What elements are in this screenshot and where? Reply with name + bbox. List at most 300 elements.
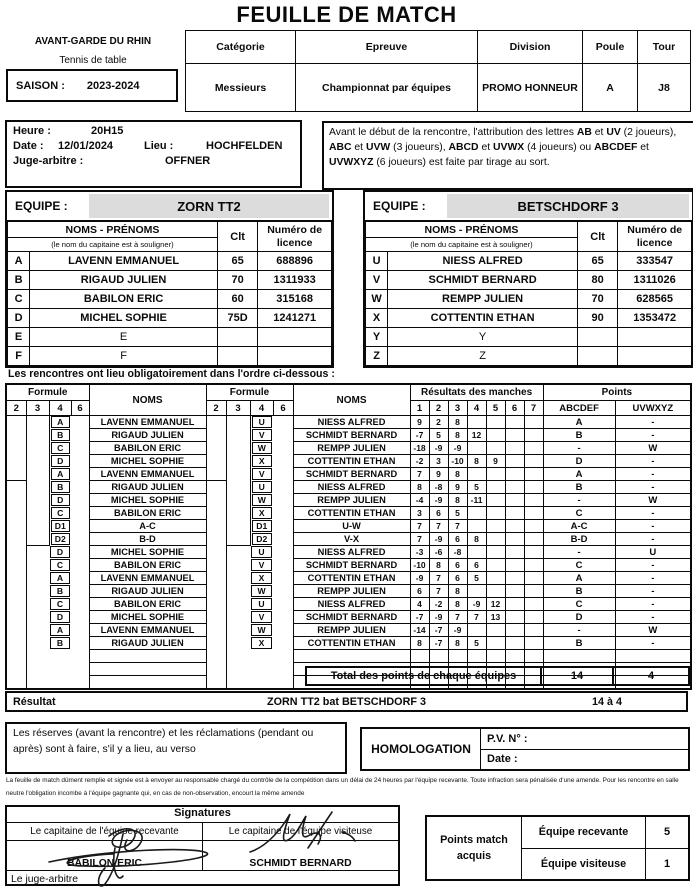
away-letter-cell: [250, 481, 273, 494]
juge-arbitre-label: Juge-arbitre :: [13, 155, 84, 167]
notice-segment: UV: [606, 127, 621, 138]
manche-score-cell: [524, 520, 543, 533]
away-player-name: REMPP JULIEN: [293, 585, 410, 598]
formule-2-cell: [206, 507, 226, 520]
manche-score-cell: [467, 624, 486, 637]
manche-score-cell: [486, 442, 505, 455]
home-player-name: RIGAUD JULIEN: [89, 637, 206, 650]
manche-score-cell: [505, 494, 524, 507]
manche-score-cell: 8: [410, 481, 429, 494]
home-letter-cell: [49, 611, 71, 624]
match-grid: [5, 383, 692, 690]
manche-score-cell: [505, 598, 524, 611]
away-letter-cell: [250, 663, 273, 676]
result-label: Résultat: [13, 696, 56, 708]
match-row: [6, 650, 691, 663]
formule-6-cell: [273, 416, 293, 429]
points-uvwxyz-cell: U: [615, 546, 691, 559]
match-row: [6, 455, 691, 468]
player-letter: U: [251, 598, 272, 610]
manche-score-cell: [505, 416, 524, 429]
formule-6-cell: [273, 572, 293, 585]
poule-value: A: [583, 64, 638, 112]
manche-score-cell: 7: [448, 520, 467, 533]
notice-segment: ABC: [329, 142, 352, 154]
match-row: [6, 559, 691, 572]
points-uvwxyz-cell: -: [615, 611, 691, 624]
home-letter-cell: [49, 494, 71, 507]
points-uvwxyz-cell: W: [615, 494, 691, 507]
lieu-label: Lieu :: [144, 140, 174, 152]
tour-value: J8: [638, 64, 691, 112]
equipe-visiteuse-label: Équipe visiteuse: [522, 849, 646, 880]
player-letter: D: [51, 455, 71, 467]
points-uvwxyz-cell: -: [615, 598, 691, 611]
formule-2-cell: [6, 624, 26, 637]
away-player-name: [293, 650, 410, 663]
formule-3-cell: [26, 650, 49, 663]
manche-score-cell: [505, 455, 524, 468]
manche-col-2: 2: [429, 401, 448, 416]
home-letter-cell: [49, 676, 71, 690]
points-uvwxyz-cell: -: [615, 572, 691, 585]
manche-score-cell: 9: [429, 468, 448, 481]
formule-2-cell: [6, 507, 26, 520]
away-player-name: REMPP JULIEN: [293, 442, 410, 455]
manche-score-cell: -3: [410, 546, 429, 559]
order-note: Les rencontres ont lieu obligatoirement dans l'ordre ci-dessous :: [8, 368, 335, 380]
away-letter-cell: [250, 429, 273, 442]
points-abcdef-cell: A: [543, 416, 615, 429]
points-uvwxyz-cell: -: [615, 468, 691, 481]
match-row: [6, 416, 691, 429]
points-header: Points: [543, 384, 691, 401]
formule-6-cell: [273, 520, 293, 533]
player-name: NIESS ALFRED: [388, 252, 578, 271]
noms-header-left: NOMS: [89, 384, 206, 416]
away-player-name: SCHMIDT BERNARD: [293, 468, 410, 481]
formule-2-cell: [206, 650, 226, 663]
page-title: FEUILLE DE MATCH: [236, 2, 457, 27]
manche-score-cell: -11: [467, 494, 486, 507]
manche-score-cell: [486, 468, 505, 481]
match-row: [6, 572, 691, 585]
formule-6-cell: [273, 546, 293, 559]
player-letter: V: [251, 611, 272, 623]
formule-6-cell: [71, 520, 89, 533]
home-player-name: LAVENN EMMANUEL: [89, 572, 206, 585]
season-value: 2023-2024: [86, 79, 140, 92]
manche-score-cell: [524, 455, 543, 468]
home-player-name: MICHEL SOPHIE: [89, 455, 206, 468]
captain-note: (le nom du capitaine est à souligner): [8, 238, 218, 252]
home-team-name: ZORN TT2: [89, 194, 329, 218]
formule-3-cell: [226, 468, 250, 481]
points-col-abcdef: ABCDEF: [543, 401, 615, 416]
formule-3-cell: [226, 533, 250, 546]
formule-2-cell: [206, 637, 226, 650]
manche-score-cell: [486, 650, 505, 663]
manche-score-cell: 8: [429, 559, 448, 572]
player-row: [8, 328, 332, 347]
formule-2-cell: [206, 442, 226, 455]
points-abcdef-cell: D: [543, 611, 615, 624]
formule-col-6: 6: [273, 401, 293, 416]
formule-6-cell: [71, 624, 89, 637]
homologation-label: HOMOLOGATION: [362, 729, 481, 769]
manche-score-cell: 7: [410, 533, 429, 546]
notice-segment: et: [637, 142, 649, 154]
manche-score-cell: -2: [410, 455, 429, 468]
manche-score-cell: [467, 650, 486, 663]
poule-header: Poule: [583, 31, 638, 64]
formule-col-3: 3: [26, 401, 49, 416]
player-clt: [217, 347, 257, 366]
formule-3-cell: [26, 481, 49, 494]
formule-3-cell: [26, 468, 49, 481]
points-uvwxyz-cell: W: [615, 442, 691, 455]
points-abcdef-cell: B-D: [543, 533, 615, 546]
formule-3-cell: [226, 611, 250, 624]
formule-3-cell: [26, 416, 49, 429]
player-letter: C: [50, 559, 70, 571]
manche-score-cell: [486, 481, 505, 494]
manche-score-cell: 8: [448, 637, 467, 650]
manche-score-cell: -9: [448, 624, 467, 637]
manche-score-cell: [505, 468, 524, 481]
points-uvwxyz-cell: -: [615, 507, 691, 520]
away-player-name: COTTENTIN ETHAN: [293, 572, 410, 585]
manche-score-cell: 5: [467, 572, 486, 585]
points-abcdef-cell: A-C: [543, 520, 615, 533]
points-abcdef-cell: B: [543, 481, 615, 494]
formule-3-cell: [26, 624, 49, 637]
formule-3-cell: [226, 676, 250, 690]
formule-3-cell: [26, 559, 49, 572]
formule-3-cell: [26, 585, 49, 598]
player-letter: W: [366, 290, 388, 309]
away-team-name: BETSCHDORF 3: [447, 194, 689, 218]
player-row: [366, 328, 692, 347]
formule-2-cell: [6, 663, 26, 676]
manche-score-cell: [505, 442, 524, 455]
away-player-name: V-X: [293, 533, 410, 546]
home-team-table: [5, 190, 334, 368]
player-letter: V: [251, 559, 272, 571]
points-abcdef-cell: -: [543, 442, 615, 455]
away-player-name: NIESS ALFRED: [293, 416, 410, 429]
player-letter: B: [50, 637, 70, 649]
player-letter: A: [8, 252, 30, 271]
player-letter: X: [251, 572, 272, 584]
manche-score-cell: [486, 494, 505, 507]
formule-6-cell: [273, 611, 293, 624]
formule-6-cell: [71, 455, 89, 468]
match-row: [6, 585, 691, 598]
homologation-date-field: Date :: [487, 753, 518, 766]
home-letter-cell: [49, 481, 71, 494]
formule-6-cell: [273, 455, 293, 468]
formule-3-cell: [26, 429, 49, 442]
formule-3-cell: [226, 455, 250, 468]
player-name: REMPP JULIEN: [388, 290, 578, 309]
points-uvwxyz-cell: -: [615, 455, 691, 468]
formule-3-cell: [26, 663, 49, 676]
formule-col-4: 4: [250, 401, 273, 416]
manche-score-cell: [524, 533, 543, 546]
player-row: [366, 290, 692, 309]
player-letter: D1: [51, 520, 71, 532]
match-row: [6, 481, 691, 494]
match-row: [6, 546, 691, 559]
home-player-name: B-D: [89, 533, 206, 546]
formule-3-cell: [26, 455, 49, 468]
category-table: [185, 30, 691, 112]
manche-score-cell: [486, 572, 505, 585]
formule-6-cell: [71, 676, 89, 690]
formule-6-cell: [273, 494, 293, 507]
manche-score-cell: 8: [448, 416, 467, 429]
formule-3-cell: [226, 572, 250, 585]
formule-6-cell: [273, 429, 293, 442]
notice-segment: Avant le début de la rencontre, l'attribution des lettres: [329, 127, 577, 138]
formule-2-cell: [206, 520, 226, 533]
player-licence: [618, 347, 692, 366]
results-header: Résultats des manches: [410, 384, 543, 401]
home-player-name: BABILON ERIC: [89, 442, 206, 455]
match-row: [6, 507, 691, 520]
points-uvwxyz-cell: -: [615, 481, 691, 494]
home-letter-cell: [49, 624, 71, 637]
points-abcdef-cell: C: [543, 507, 615, 520]
formule-3-cell: [226, 442, 250, 455]
manche-score-cell: 5: [467, 481, 486, 494]
manche-score-cell: [467, 442, 486, 455]
formule-2-cell: [6, 611, 26, 624]
clt-header: Clt: [577, 222, 617, 252]
player-name: F: [30, 347, 218, 366]
formule-6-cell: [273, 598, 293, 611]
formule-header-right: Formule: [206, 384, 293, 401]
away-player-name: SCHMIDT BERNARD: [293, 559, 410, 572]
formule-6-cell: [273, 624, 293, 637]
away-player-name: NIESS ALFRED: [293, 598, 410, 611]
manche-score-cell: -9: [429, 494, 448, 507]
formule-6-cell: [273, 676, 293, 690]
player-letter: D: [50, 546, 70, 558]
formule-3-cell: [26, 507, 49, 520]
player-name: COTTENTIN ETHAN: [388, 309, 578, 328]
total-points-away: 4: [614, 666, 690, 686]
points-abcdef-cell: C: [543, 598, 615, 611]
manche-score-cell: [505, 650, 524, 663]
captain-note: (le nom du capitaine est à souligner): [366, 238, 578, 252]
away-letter-cell: [250, 572, 273, 585]
category-header: Catégorie: [186, 31, 296, 64]
notice-segment: AB: [576, 127, 592, 138]
player-row: [366, 271, 692, 290]
manche-score-cell: [524, 442, 543, 455]
player-licence: 1353472: [618, 309, 692, 328]
player-row: [8, 309, 332, 328]
player-clt: 90: [577, 309, 617, 328]
player-letter: U: [366, 252, 388, 271]
manche-score-cell: [524, 559, 543, 572]
player-licence: 1311933: [258, 271, 332, 290]
formule-3-cell: [226, 416, 250, 429]
home-player-name: LAVENN EMMANUEL: [89, 624, 206, 637]
match-row: [6, 624, 691, 637]
formule-6-cell: [71, 585, 89, 598]
home-letter-cell: [49, 533, 71, 546]
formule-3-cell: [226, 520, 250, 533]
away-letter-cell: [250, 611, 273, 624]
manche-score-cell: 7: [467, 611, 486, 624]
home-player-name: RIGAUD JULIEN: [89, 585, 206, 598]
formule-6-cell: [273, 637, 293, 650]
manche-score-cell: [524, 598, 543, 611]
player-name: Z: [388, 347, 578, 366]
manche-score-cell: 6: [467, 559, 486, 572]
player-licence: [258, 347, 332, 366]
manche-score-cell: 6: [448, 559, 467, 572]
formule-3-cell: [26, 676, 49, 690]
home-letter-cell: [49, 663, 71, 676]
manche-score-cell: 8: [410, 637, 429, 650]
manche-score-cell: [505, 624, 524, 637]
formule-6-cell: [71, 468, 89, 481]
points-abcdef-cell: -: [543, 546, 615, 559]
manche-score-cell: -6: [429, 546, 448, 559]
captain-home-label: Le capitaine de l'équipe recevante: [7, 823, 203, 840]
formule-2-cell: [6, 520, 26, 533]
player-clt: [577, 328, 617, 347]
points-uvwxyz-cell: [615, 650, 691, 663]
manche-score-cell: -7: [429, 624, 448, 637]
away-letter-cell: [250, 598, 273, 611]
manche-score-cell: 8: [448, 598, 467, 611]
player-letter: B: [51, 481, 71, 493]
away-player-name: REMPP JULIEN: [293, 624, 410, 637]
formule-3-cell: [26, 572, 49, 585]
manche-score-cell: 8: [448, 429, 467, 442]
player-letter: D2: [51, 533, 71, 545]
manche-score-cell: [505, 481, 524, 494]
away-letter-cell: [250, 494, 273, 507]
home-player-name: BABILON ERIC: [89, 598, 206, 611]
manche-score-cell: [524, 507, 543, 520]
player-name: E: [30, 328, 218, 347]
player-letter: W: [252, 494, 273, 506]
manche-score-cell: 6: [448, 533, 467, 546]
player-letter: D: [8, 309, 30, 328]
manche-score-cell: [505, 546, 524, 559]
notice-segment: (6 joueurs) est faite par tirage au sort.: [373, 157, 550, 169]
formule-2-cell: [6, 650, 26, 663]
match-row: [6, 442, 691, 455]
manche-score-cell: 5: [467, 637, 486, 650]
manche-score-cell: 9: [410, 416, 429, 429]
manche-score-cell: -8: [429, 481, 448, 494]
manche-score-cell: 7: [429, 572, 448, 585]
manche-score-cell: [524, 637, 543, 650]
formule-6-cell: [71, 481, 89, 494]
player-row: [8, 271, 332, 290]
points-uvwxyz-cell: -: [615, 416, 691, 429]
formule-3-cell: [26, 598, 49, 611]
formule-2-cell: [206, 455, 226, 468]
formule-2-cell: [206, 598, 226, 611]
fine-print: La feuille de match dûment remplie et signée est à envoyer au responsable chargé du contrôle de la compétition dans un délai de 24 heures par l'équipe recevante. Toute infraction sera pénalisée d'une amende. Pour les rencontre en salle neutre l'obligation incombe à l'équipe gagnante qui, en cas de non-observation, encourt la même amende: [6, 777, 679, 797]
manche-score-cell: [410, 650, 429, 663]
formule-col-3: 3: [226, 401, 250, 416]
formule-3-cell: [26, 494, 49, 507]
away-letter-cell: [250, 637, 273, 650]
points-uvwxyz-cell: -: [615, 533, 691, 546]
manche-col-5: 5: [486, 401, 505, 416]
away-player-name: COTTENTIN ETHAN: [293, 637, 410, 650]
manche-score-cell: -7: [429, 637, 448, 650]
player-letter: A: [51, 468, 71, 480]
player-letter: F: [8, 347, 30, 366]
manche-score-cell: [486, 585, 505, 598]
formule-2-cell: [206, 533, 226, 546]
manche-score-cell: [505, 585, 524, 598]
points-abcdef-cell: D: [543, 455, 615, 468]
away-player-name: SCHMIDT BERNARD: [293, 611, 410, 624]
epreuve-value: Championnat par équipes: [296, 64, 478, 112]
reserves-box: Les réserves (avant la rencontre) et les réclamations (pendant ou après) sont à faire, s'il y a lieu, au verso: [5, 722, 347, 774]
match-row: [6, 429, 691, 442]
manche-score-cell: -14: [410, 624, 429, 637]
formule-header-left: Formule: [6, 384, 89, 401]
captain-away-signature-name: SCHMIDT BERNARD: [249, 858, 352, 869]
away-player-name: NIESS ALFRED: [293, 481, 410, 494]
player-clt: 60: [217, 290, 257, 309]
manche-score-cell: [505, 520, 524, 533]
manche-score-cell: [524, 585, 543, 598]
player-licence: [258, 328, 332, 347]
formule-6-cell: [71, 650, 89, 663]
signatures-box: [5, 805, 400, 886]
formule-2-cell: [6, 598, 26, 611]
manche-score-cell: [524, 572, 543, 585]
manche-score-cell: 6: [410, 585, 429, 598]
juge-arbitre-signature-label: Le juge-arbitre: [7, 870, 398, 887]
manche-score-cell: [486, 546, 505, 559]
formule-2-cell: [6, 416, 26, 429]
home-player-name: LAVENN EMMANUEL: [89, 416, 206, 429]
notice-segment: (2 joueurs),: [620, 127, 677, 138]
player-licence: [618, 328, 692, 347]
manche-score-cell: [524, 611, 543, 624]
away-letter-cell: [250, 624, 273, 637]
manche-score-cell: 6: [429, 507, 448, 520]
player-letter: X: [366, 309, 388, 328]
formule-col-4: 4: [49, 401, 71, 416]
manche-score-cell: -10: [410, 559, 429, 572]
notice-segment: UVWX: [493, 142, 525, 154]
away-letter-cell: [250, 442, 273, 455]
formule-3-cell: [26, 442, 49, 455]
formule-6-cell: [71, 429, 89, 442]
manche-score-cell: 7: [410, 520, 429, 533]
player-letter: C: [51, 507, 71, 519]
formule-col-2: 2: [206, 401, 226, 416]
home-letter-cell: [49, 455, 71, 468]
player-letter: A: [50, 572, 70, 584]
clt-header: Clt: [217, 222, 257, 252]
